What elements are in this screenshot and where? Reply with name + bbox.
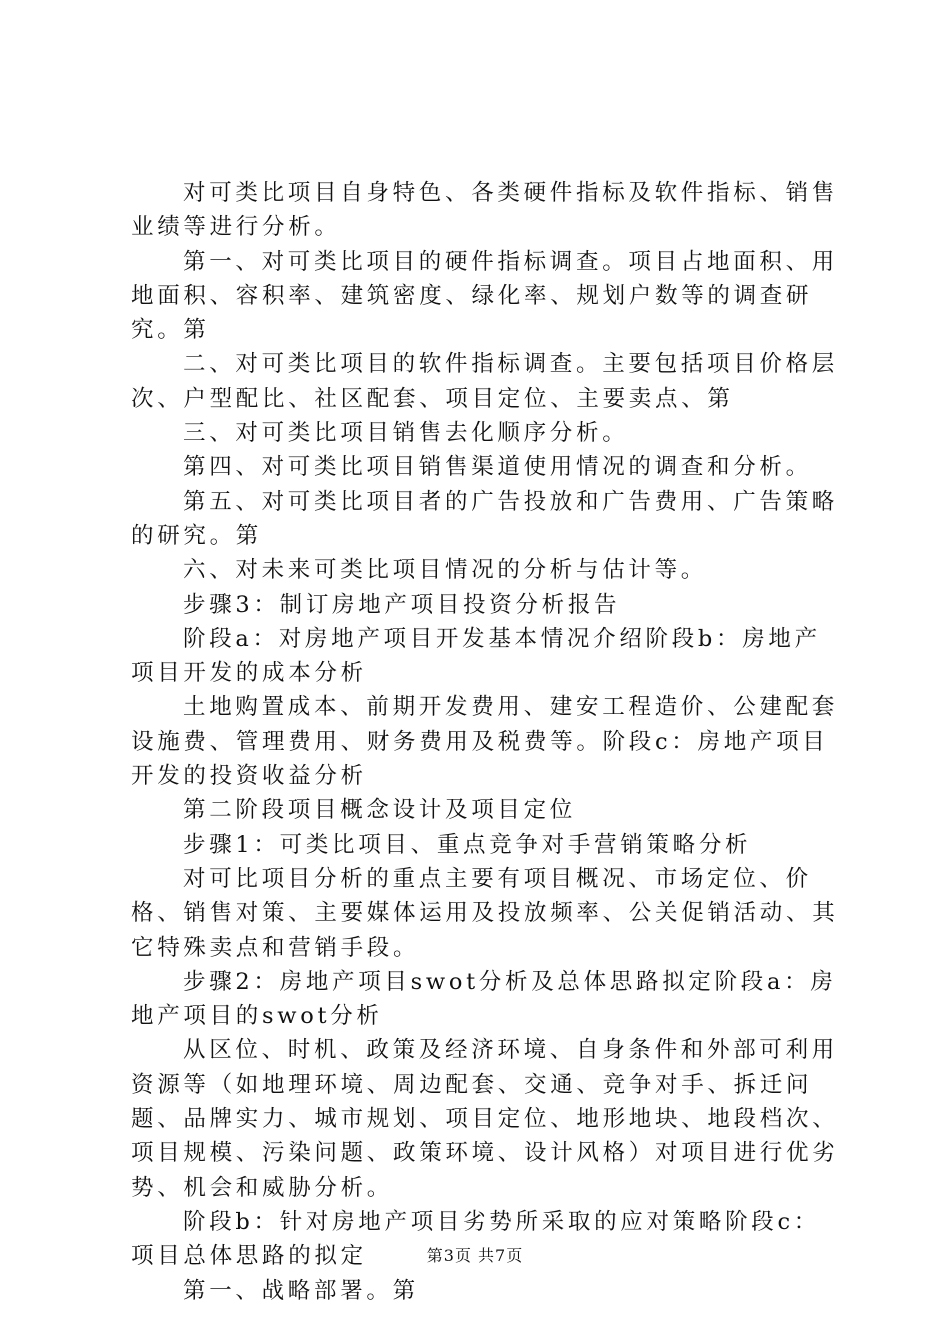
paragraph: 第一、战略部署。第 (183, 1277, 419, 1304)
paragraph: 步骤2：房地产项目swot分析及总体思路拟定阶段a：房地产项目的swot分析 (131, 968, 837, 1030)
page-footer: 第3页 共7页 (426, 1246, 524, 1265)
paragraph: 土地购置成本、前期开发费用、建安工程造价、公建配套设施费、管理费用、财务费用及税费等。阶段c：房地产项目开发的投资收益分析 (131, 694, 839, 790)
paragraph: 步骤1：可类比项目、重点竞争对手营销策略分析 (183, 831, 752, 858)
paragraph: 三、对可类比项目销售去化顺序分析。 (183, 420, 629, 447)
paragraph: 第一、对可类比项目的硬件指标调查。项目占地面积、用地面积、容积率、建筑密度、绿化率、规划户数等的调查研究。第 (131, 248, 839, 344)
paragraph: 第五、对可类比项目者的广告投放和广告费用、广告策略的研究。第 (131, 488, 839, 549)
paragraph: 从区位、时机、政策及经济环境、自身条件和外部可利用资源等（如地理环境、周边配套、交通、竞争对手、拆迁问题、品牌实力、城市规划、项目定位、地形地块、地段档次、项目规模、污染问题、政策环境、设计风格）对项目进行优劣势、机会和威胁分析。 (131, 1037, 839, 1201)
document-body (131, 176, 843, 1308)
paragraph: 第四、对可类比项目销售渠道使用情况的调查和分析。 (183, 454, 812, 481)
paragraph: 六、对未来可类比项目情况的分析与估计等。 (183, 557, 708, 584)
paragraph: 对可类比项目自身特色、各类硬件指标及软件指标、销售业绩等进行分析。 (131, 180, 839, 241)
paragraph: 阶段a：对房地产项目开发基本情况介绍阶段b：房地产项目开发的成本分析 (131, 625, 821, 687)
paragraph: 二、对可类比项目的软件指标调查。主要包括项目价格层次、户型配比、社区配套、项目定位、主要卖点、第 (131, 351, 839, 412)
paragraph: 阶段b：针对房地产项目劣势所采取的应对策略阶段c：项目总体思路的拟定 (131, 1208, 821, 1270)
paragraph: 对可比项目分析的重点主要有项目概况、市场定位、价格、销售对策、主要媒体运用及投放频率、公关促销活动、其它特殊卖点和营销手段。 (131, 865, 839, 961)
paragraph: 步骤3：制订房地产项目投资分析报告 (183, 591, 621, 618)
paragraph: 第二阶段项目概念设计及项目定位 (183, 797, 577, 824)
